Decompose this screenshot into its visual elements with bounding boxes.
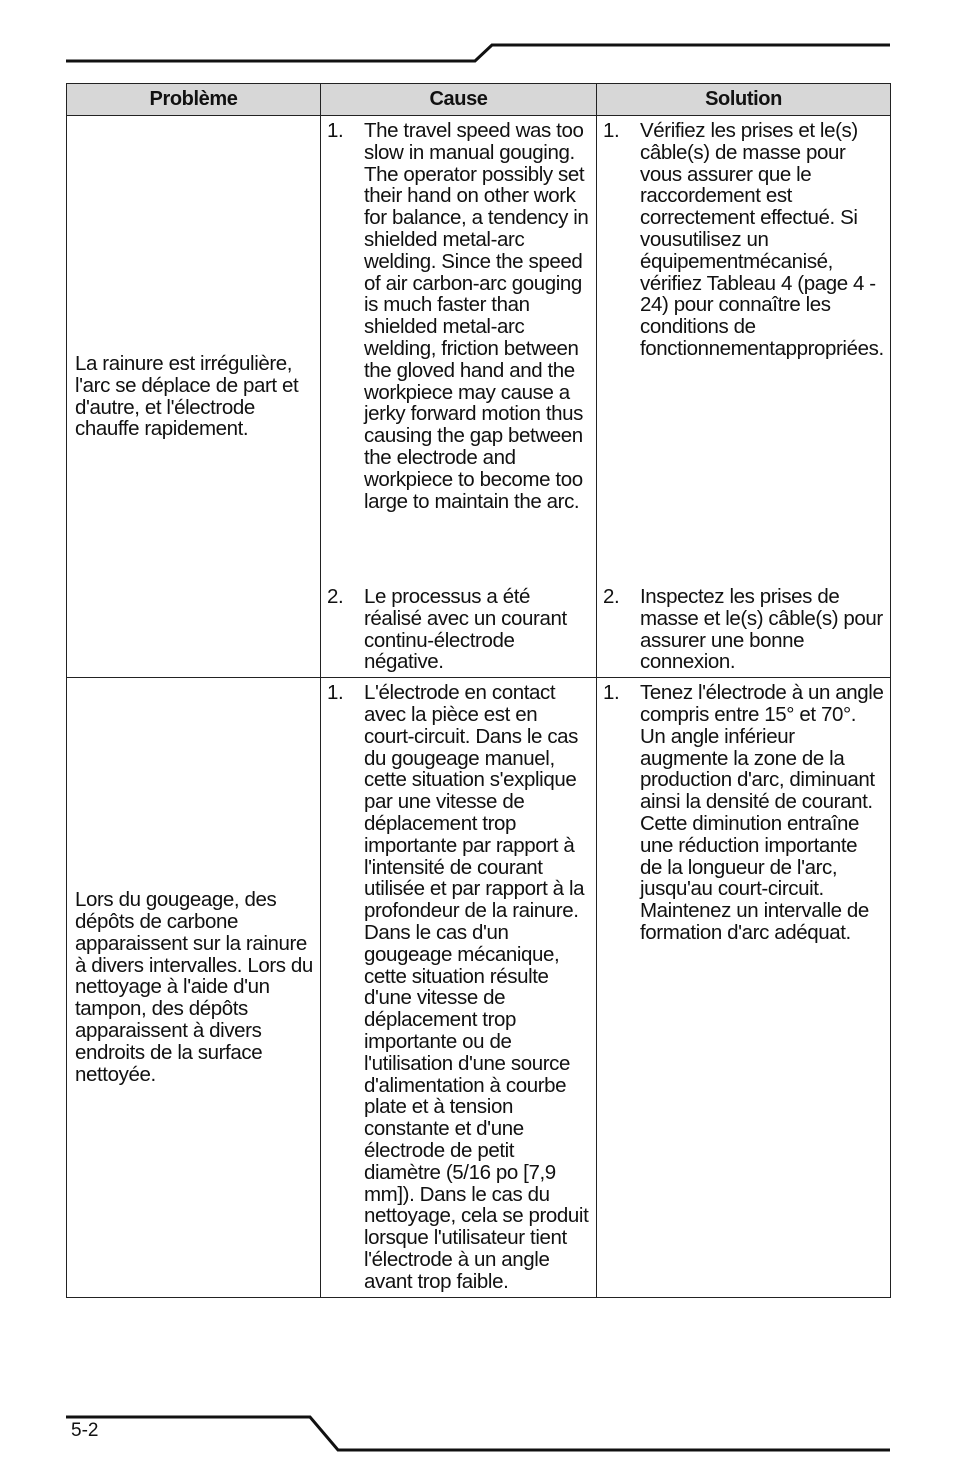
- list-item: [321, 682, 596, 1292]
- list-item: [321, 120, 596, 578]
- list-item: [597, 120, 890, 578]
- problem-cell: La rainure est irrégulière, l'arc se déplace de part et d'autre, et l'électrode chauffe rapidement.: [67, 116, 321, 678]
- solution-cell: [597, 678, 891, 1297]
- page-number: 5-2: [71, 1420, 99, 1441]
- cause-cell: [321, 678, 597, 1297]
- item-text: Vérifiez les prises et le(s) câble(s) de masse pour vous assurer que le raccordement est correctement effectué. Si vousutilisez un équipementmécanisé, vérifiez Tableau 4 (page 4 - 24) pour connaître les conditions de fonctionnementappropriées.: [640, 119, 884, 360]
- item-number: 2.: [327, 585, 344, 608]
- item-number: 1.: [603, 119, 620, 142]
- item-text: Tenez l'électrode à un angle compris entre 15° et 70°. Un angle inférieur augmente la zone de la production d'arc, diminuant ainsi la densité de courant. Cette diminution entraîne une réduction importante de la longueur de l'arc, jusqu'au court-circuit. Maintenez un intervalle de formation d'arc adéquat.: [640, 681, 884, 944]
- item-number: 1.: [327, 681, 344, 705]
- table-header-row: [67, 84, 891, 116]
- table-row: [67, 678, 891, 1297]
- solution-cell: [597, 116, 891, 678]
- problem-cell: Lors du gougeage, des dépôts de carbone apparaissent sur la rainure à divers intervalles. Lors du nettoyage à l'aide d'un tampon, des dépôts apparaissent à divers endroits de la surface nettoyée.: [67, 678, 321, 1297]
- header-solution: Solution: [597, 84, 891, 116]
- list-item: [597, 586, 890, 673]
- header-cause: Cause: [321, 84, 597, 116]
- troubleshooting-table: [66, 83, 891, 1298]
- item-number: 1.: [327, 119, 344, 142]
- table-row: [67, 116, 891, 678]
- item-text: Inspectez les prises de masse et le(s) câble(s) pour assurer une bonne connexion.: [640, 585, 883, 674]
- item-text: L'électrode en contact avec la pièce est en court-circuit. Dans le cas du gougeage manuel, cette situation s'explique par une vitesse de déplacement trop importante par rapport à l'intensité de courant utilisée et par rapport à la profondeur de la rainure. Dans le cas d'un gougeage mécanique, cette situation résulte d'une vitesse de déplacement trop importante ou de l'utilisation d'une source d'alimentation à courbe plate et à tension constante et d'une électrode de petit diamètre (5/16 po [7,9 mm]). Dans le cas du nettoyage, cela se produit lorsque l'utilisateur tient l'électrode à un angle avant trop faible.: [364, 681, 589, 1293]
- cause-cell: [321, 116, 597, 678]
- header-rule: [0, 0, 954, 70]
- list-item: [597, 682, 890, 944]
- item-number: 1.: [603, 681, 620, 705]
- item-text: Le processus a été réalisé avec un courant continu-électrode négative.: [364, 585, 567, 674]
- item-text: The travel speed was too slow in manual gouging. The operator possibly set their hand on other work for balance, a tendency in shielded metal-arc welding. Since the speed of air carbon-arc gouging is much faster than shielded metal-arc welding, friction between the gloved hand and the workpiece may cause a jerky forward motion thus causing the gap between the electrode and workpiece to become too large to maintain the arc.: [364, 119, 589, 513]
- list-item: [321, 586, 596, 673]
- item-number: 2.: [603, 585, 620, 608]
- header-problem: Problème: [67, 84, 321, 116]
- footer-rule: [0, 1405, 954, 1465]
